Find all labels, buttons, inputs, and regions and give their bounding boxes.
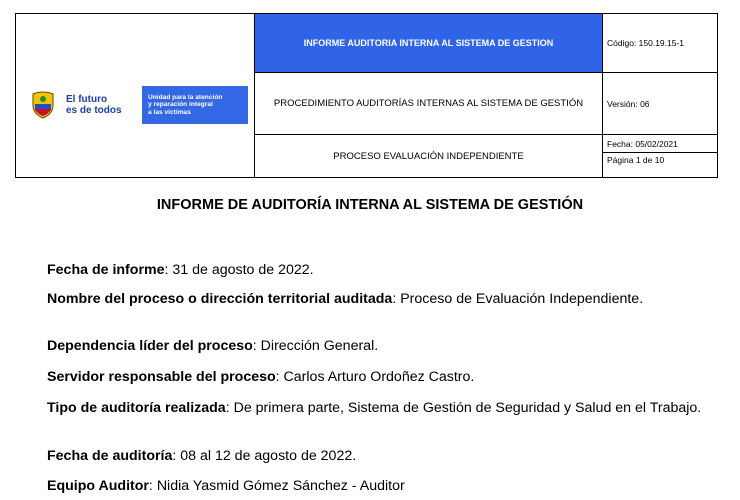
logo-cell <box>16 14 255 177</box>
audited-process-field: Nombre del proceso o dirección territorial auditada: Proceso de Evaluación Independiente. <box>47 291 644 307</box>
report-title-cell: INFORME AUDITORIA INTERNA AL SISTEMA DE GESTION <box>255 14 602 72</box>
field-label: Tipo de auditoría realizada <box>47 400 226 416</box>
audit-type-field: Tipo de auditoría realizada: De primera parte, Sistema de Gestión de Seguridad y Salud en el Trabajo. <box>47 400 702 416</box>
document-version: Versión: 06 <box>603 72 717 134</box>
page-number: Página 1 de 10 <box>603 152 717 177</box>
field-value: Proceso de Evaluación Independiente. <box>400 291 644 307</box>
audit-team-field: Equipo Auditor: Nidia Yasmid Gómez Sánchez - Auditor <box>47 478 405 494</box>
field-label: Servidor responsable del proceso <box>47 369 276 385</box>
government-logo <box>20 86 142 124</box>
document-code: Código: 150.19.15-1 <box>607 38 685 48</box>
field-label: Nombre del proceso o dirección territorial auditada <box>47 291 393 307</box>
responsible-official-field: Servidor responsable del proceso: Carlos Arturo Ordoñez Castro. <box>47 369 475 385</box>
process-cell: PROCESO EVALUACIÓN INDEPENDIENTE <box>255 134 602 177</box>
field-value: 08 al 12 de agosto de 2022. <box>180 448 357 464</box>
institution-logo-banner <box>20 86 248 124</box>
document-header-table <box>15 13 718 178</box>
field-value: 31 de agosto de 2022. <box>172 262 314 278</box>
lead-dependency-field: Dependencia líder del proceso: Dirección General. <box>47 338 379 354</box>
field-label: Dependencia líder del proceso <box>47 338 253 354</box>
header-titles-column <box>255 14 603 177</box>
unit-name: Unidad para la atención y reparación integral a las víctimas <box>148 93 223 116</box>
field-value: Dirección General. <box>260 338 379 354</box>
government-slogan: El futuro es de todos <box>66 94 122 116</box>
report-date-field: Fecha de informe: 31 de agosto de 2022. <box>47 262 314 278</box>
field-value: Nidia Yasmid Gómez Sánchez - Auditor <box>156 478 405 494</box>
header-meta-column <box>603 14 717 177</box>
document-title: INFORME DE AUDITORÍA INTERNA AL SISTEMA DE GESTIÓN <box>156 197 584 213</box>
field-label: Equipo Auditor <box>47 478 149 494</box>
field-label: Fecha de auditoría <box>47 448 173 464</box>
procedure-cell: PROCEDIMIENTO AUDITORÍAS INTERNAS AL SISTEMA DE GESTIÓN <box>255 72 602 134</box>
field-value: De primera parte, Sistema de Gestión de Seguridad y Salud en el Trabajo. <box>233 400 702 416</box>
coat-of-arms-icon <box>30 91 56 119</box>
document-date: Fecha: 05/02/2021 <box>603 134 717 152</box>
audit-date-field: Fecha de auditoría: 08 al 12 de agosto de 2022. <box>47 448 357 464</box>
field-value: Carlos Arturo Ordoñez Castro. <box>283 369 475 385</box>
field-label: Fecha de informe <box>47 262 165 278</box>
